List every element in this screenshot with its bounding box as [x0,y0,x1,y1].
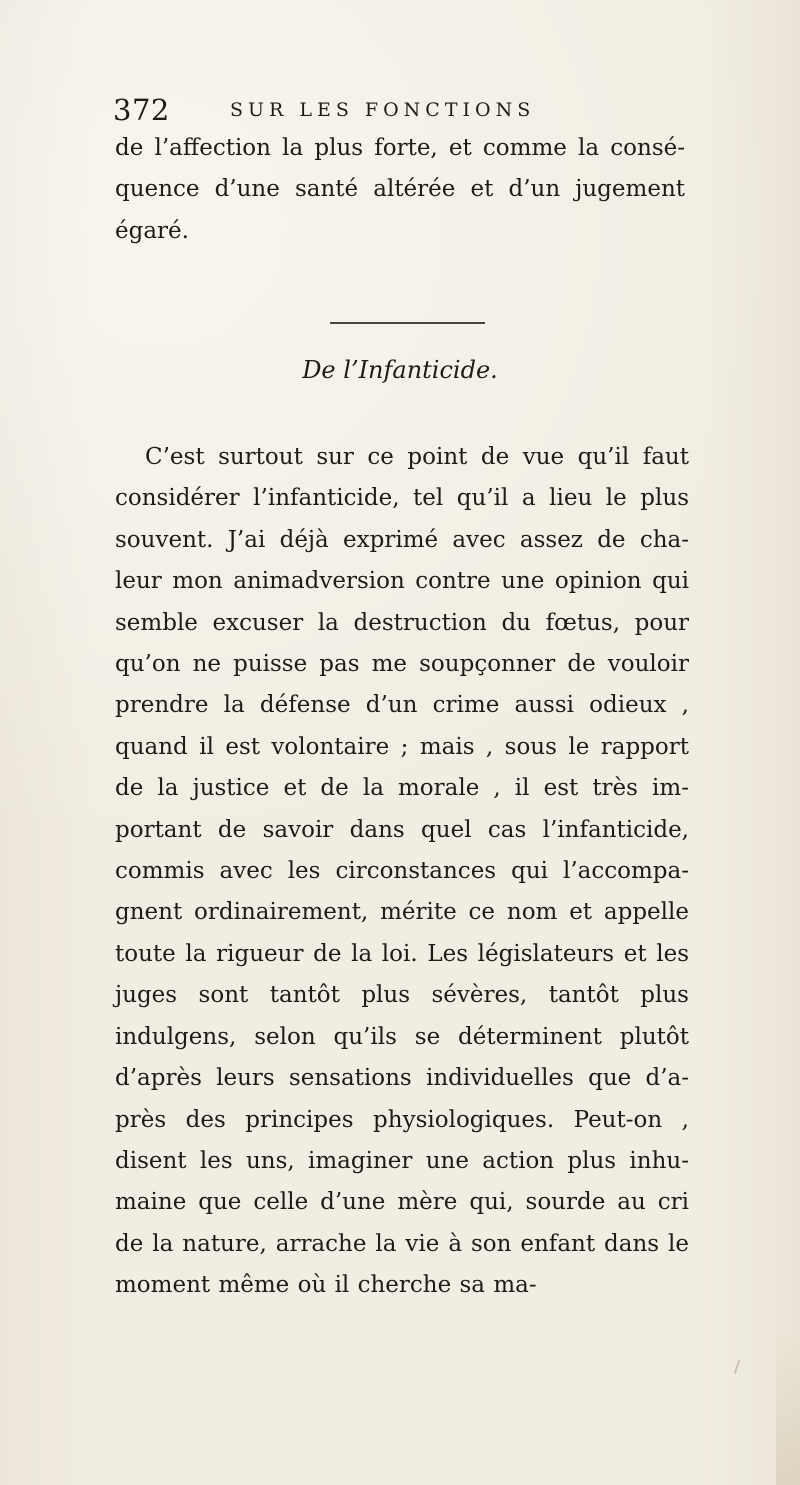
intro-paragraph: de l’affection la plus forte, et comme la consé-quence d’une santé altérée et d’un jugement égaré. [115,135,685,244]
page-stain [776,1325,800,1485]
section-title: De l’Infanticide. [302,356,498,384]
page-mark [734,1360,740,1374]
section-divider [330,322,485,325]
running-head: SUR LES FONCTIONS [230,99,536,121]
main-paragraph: C’est surtout sur ce point de vue qu’il faut considérer l’infanticide, tel qu’il a lieu le plus souvent. J’ai déjà exprimé avec assez de cha-leur mon animadversion contre une opinion qui semble excuser la destruction du fœtus, pour qu’on ne puisse pas me soupçonner de vouloir prendre la défense d’un crime aussi odieux , quand il est volontaire ; mais , sous le rapport de la justice et de la morale , il est très im-portant de savoir dans quel cas l’infanticide, commis avec les circonstances qui l’accompa-gnent ordinairement, mérite ce nom et appelle toute la rigueur de la loi. Les législateurs et les juges sont tantôt plus sévères, tantôt plus indulgens, selon qu’ils se déterminent plutôt d’après leurs sensations individuelles que d’a-près des principes physiologiques. Peut-on , disent les uns, imaginer une action plus inhu-maine que celle d’une mère qui, sourde au cri de la nature, arrache la vie à son enfant dans le moment même où il cherche sa ma- [115,444,689,1299]
page-number: 372 [113,93,170,127]
